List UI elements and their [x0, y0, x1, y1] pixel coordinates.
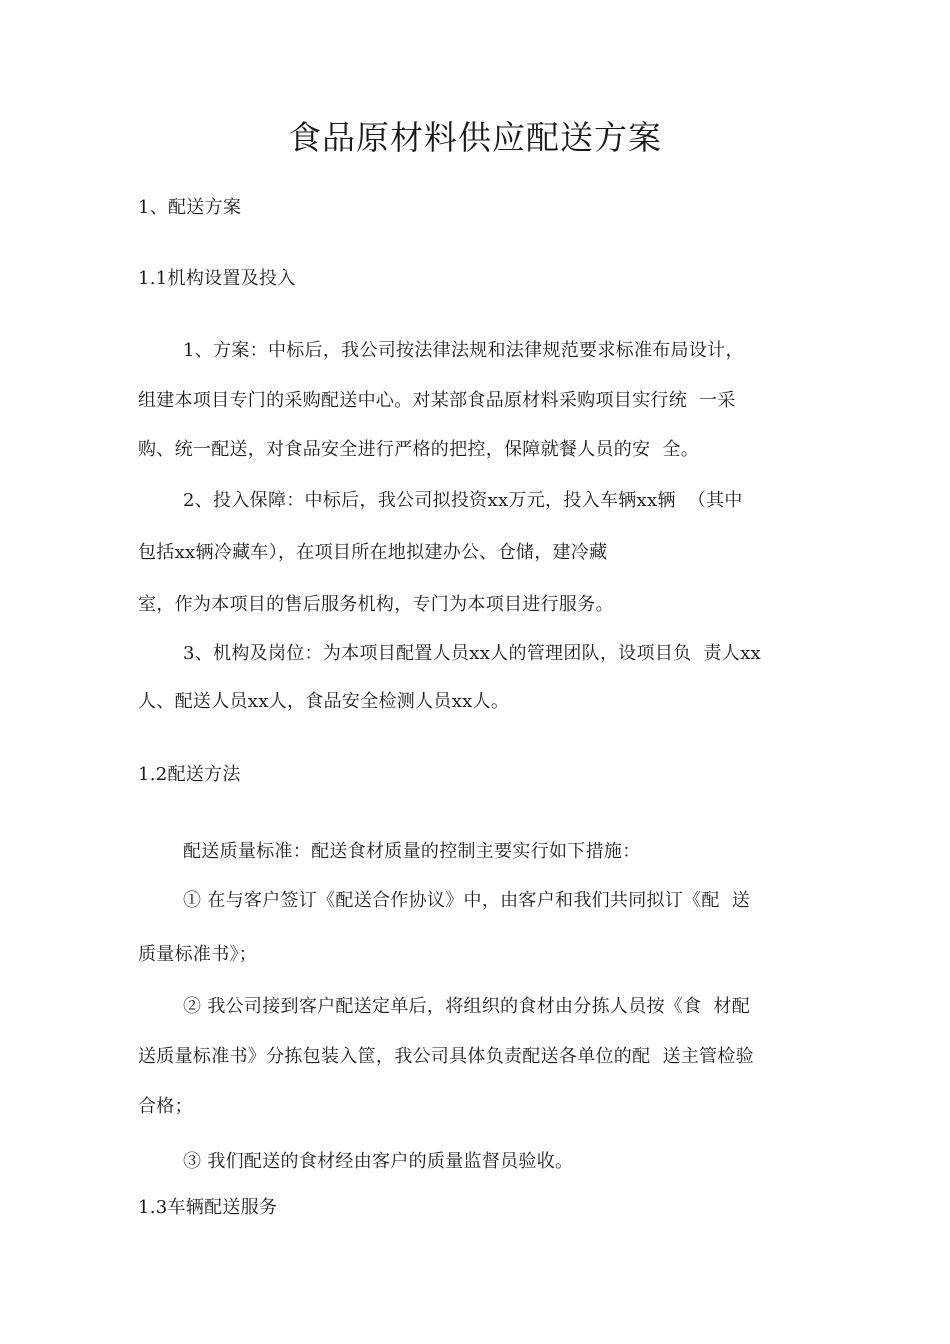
quality-item-3-line-1: ③ 我们配送的食材经由客户的质量监督员验收。 [183, 1151, 574, 1172]
quality-item-1-line-1: ① 在与客户签订《配送合作协议》中，由客户和我们共同拟订《配 送 [183, 890, 751, 911]
quality-intro: 配送质量标准：配送食材质量的控制主要实行如下措施： [183, 841, 641, 862]
paragraph-1-line-3: 购、统一配送，对食品安全进行严格的把控，保障就餐人员的安 全。 [138, 439, 700, 460]
paragraph-1-line-2: 组建本项目专门的采购配送中心。对某部食品原材料采购项目实行统 一采 [138, 390, 736, 411]
section-heading-1: 1、配送方案 [138, 197, 242, 218]
quality-item-2-line-3: 合格； [138, 1096, 193, 1117]
quality-item-2-line-1: ② 我公司接到客户配送定单后，将组织的食材由分拣人员按《食 材配 [183, 996, 751, 1017]
paragraph-2-line-3: 室，作为本项目的售后服务机构，专门为本项目进行服务。 [138, 594, 614, 615]
document-title: 食品原材料供应配送方案 [288, 118, 662, 157]
paragraph-1-line-1: 1、方案：中标后，我公司按法律法规和法律规范要求标准布局设计， [183, 340, 744, 361]
quality-item-1-line-2: 质量标准书》； [138, 944, 258, 965]
paragraph-2-line-1: 2、投入保障：中标后，我公司拟投资xx万元，投入车辆xx辆 （其中 [183, 490, 743, 511]
paragraph-3-line-2: 人、配送人员xx人，食品安全检测人员xx人。 [138, 691, 510, 712]
section-heading-1-1: 1.1机构设置及投入 [138, 268, 296, 289]
paragraph-2-line-2: 包括xx辆冷藏车），在项目所在地拟建办公、仓储，建冷藏 [138, 542, 608, 563]
quality-item-2-line-2: 送质量标准书》分拣包装入筐，我公司具体负责配送各单位的配 送主管检验 [138, 1046, 754, 1067]
section-heading-1-2: 1.2配送方法 [138, 764, 241, 785]
section-heading-1-3: 1.3车辆配送服务 [138, 1197, 278, 1218]
paragraph-3-line-1: 3、机构及岗位：为本项目配置人员xx人的管理团队，设项目负 责人xx [183, 643, 761, 664]
